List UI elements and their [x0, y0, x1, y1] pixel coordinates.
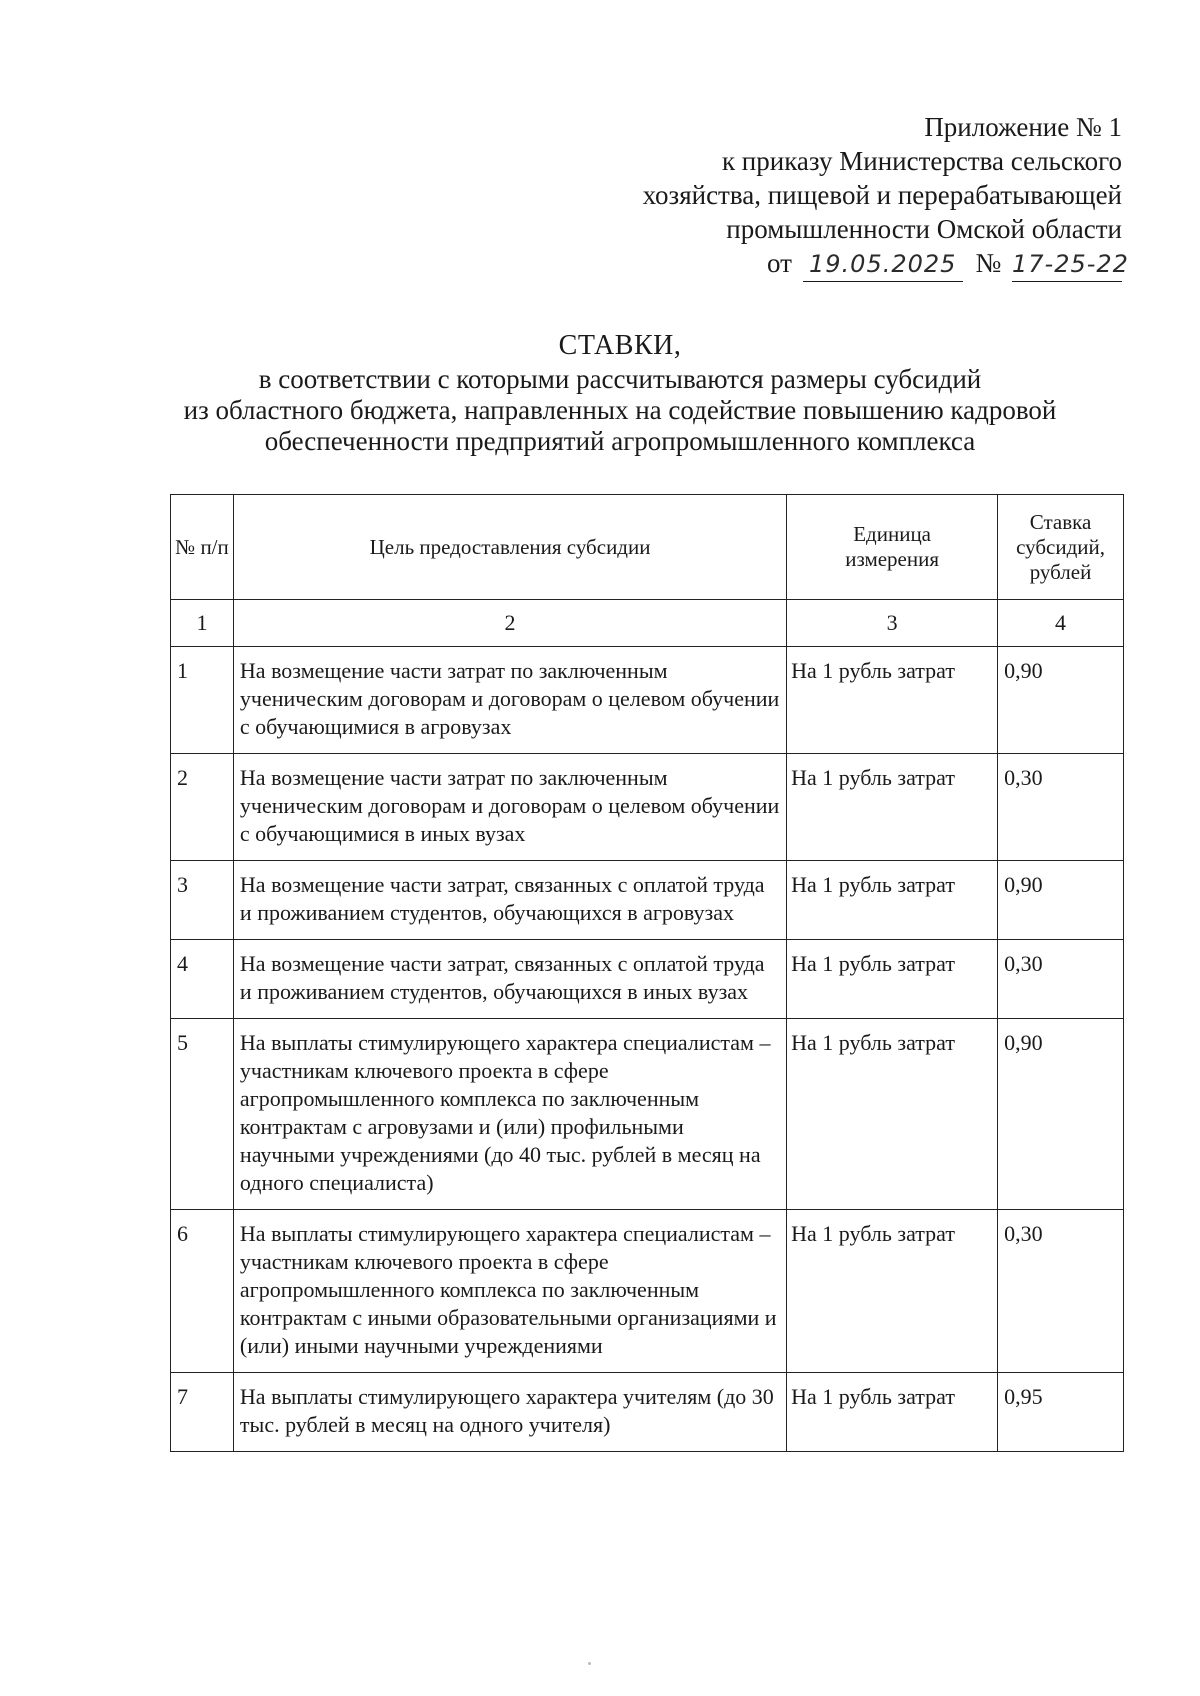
- appendix-ministry-line: хозяйства, пищевой и перерабатывающей: [642, 180, 1122, 210]
- row-rate: 0,90: [998, 861, 1124, 940]
- row-rate: 0,95: [998, 1373, 1124, 1452]
- appendix-date-line: [502, 246, 1129, 282]
- row-unit: На 1 рубль затрат: [787, 754, 998, 861]
- number-prefix: №: [975, 248, 1002, 278]
- row-num: 5: [171, 1019, 234, 1210]
- row-num: 1: [171, 647, 234, 754]
- row-num: 4: [171, 940, 234, 1019]
- scan-speck: [588, 1662, 591, 1665]
- header-unit: Единица измерения: [787, 495, 998, 600]
- header-num: № п/п: [171, 495, 234, 600]
- row-rate: 0,30: [998, 754, 1124, 861]
- appendix-region-line: промышленности Омской области: [726, 214, 1122, 244]
- row-num: 6: [171, 1210, 234, 1373]
- table-row: [171, 647, 1124, 754]
- handwritten-date: 19.05.2025: [803, 247, 963, 282]
- row-num: 2: [171, 754, 234, 861]
- row-rate: 0,90: [998, 647, 1124, 754]
- row-rate: 0,30: [998, 940, 1124, 1019]
- row-unit: На 1 рубль затрат: [787, 861, 998, 940]
- row-unit: На 1 рубль затрат: [787, 1373, 998, 1452]
- row-unit: На 1 рубль затрат: [787, 647, 998, 754]
- header-goal: Цель предоставления субсидии: [233, 495, 786, 600]
- table-row: [171, 754, 1124, 861]
- handwritten-order-number: 17-25-22: [1012, 247, 1122, 282]
- column-number-1: 1: [171, 600, 234, 647]
- table-row: [171, 1210, 1124, 1373]
- row-num: 7: [171, 1373, 234, 1452]
- title-line-2: из областного бюджета, направленных на содействие повышению кадровой: [183, 395, 1057, 425]
- row-rate: 0,30: [998, 1210, 1124, 1373]
- row-num: 3: [171, 861, 234, 940]
- table-row: [171, 940, 1124, 1019]
- row-goal: На возмещение части затрат по заключенным ученическим договорам и договорам о целевом обучении с обучающимися в иных вузах: [233, 754, 786, 861]
- title-line-3: обеспеченности предприятий агропромышленного комплекса: [264, 426, 976, 456]
- table-row: [171, 861, 1124, 940]
- row-goal: На возмещение части затрат по заключенным ученическим договорам и договорам о целевом обучении с обучающимися в агровузах: [233, 647, 786, 754]
- appendix-order-line: к приказу Министерства сельского: [721, 146, 1122, 176]
- column-numbers-row: [171, 600, 1124, 647]
- date-prefix: от: [767, 248, 792, 278]
- document-title: [120, 330, 1120, 457]
- table-header-row: [171, 495, 1124, 600]
- appendix-block: [502, 110, 1129, 282]
- row-unit: На 1 рубль затрат: [787, 1019, 998, 1210]
- header-rate: Ставка субсидий, рублей: [998, 495, 1124, 600]
- row-unit: На 1 рубль затрат: [787, 940, 998, 1019]
- row-goal: На выплаты стимулирующего характера специалистам – участникам ключевого проекта в сфере агропромышленного комплекса по заключенным контрактам с иными образовательными организациями и (или) иными научными учреждениями: [233, 1210, 786, 1373]
- rates-table: [170, 494, 1124, 1452]
- row-goal: На возмещение части затрат, связанных с оплатой труда и проживанием студентов, обучающихся в иных вузах: [233, 940, 786, 1019]
- row-goal: На выплаты стимулирующего характера специалистам – участникам ключевого проекта в сфере агропромышленного комплекса по заключенным контрактам с агровузами и (или) профильными научными учреждениями (до 40 тыс. рублей в месяц на одного специалиста): [233, 1019, 786, 1210]
- row-unit: На 1 рубль затрат: [787, 1210, 998, 1373]
- table-row: [171, 1373, 1124, 1452]
- column-number-3: 3: [787, 600, 998, 647]
- column-number-4: 4: [998, 600, 1124, 647]
- row-goal: На выплаты стимулирующего характера учителям (до 30 тыс. рублей в месяц на одного учителя): [233, 1373, 786, 1452]
- row-rate: 0,90: [998, 1019, 1124, 1210]
- title-main: СТАВКИ,: [558, 330, 682, 361]
- table-row: [171, 1019, 1124, 1210]
- title-line-1: в соответствии с которыми рассчитываются размеры субсидий: [258, 364, 982, 394]
- appendix-title: Приложение № 1: [924, 112, 1122, 142]
- row-goal: На возмещение части затрат, связанных с оплатой труда и проживанием студентов, обучающихся в агровузах: [233, 861, 786, 940]
- column-number-2: 2: [233, 600, 786, 647]
